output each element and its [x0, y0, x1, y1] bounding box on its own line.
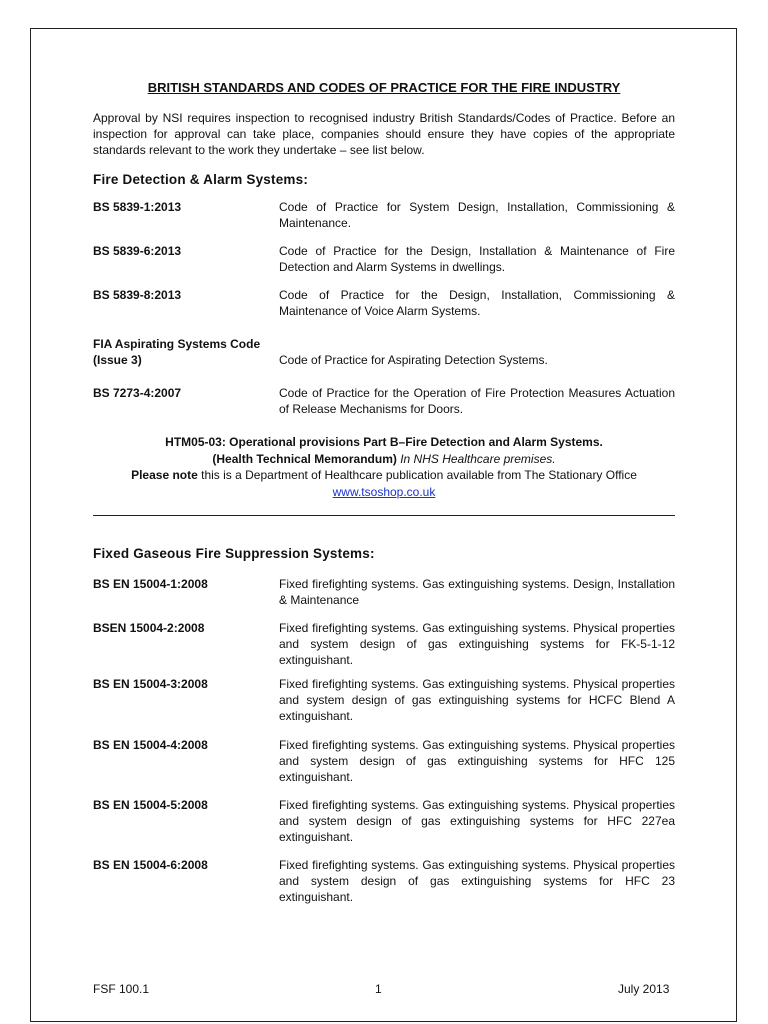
standard-code: BS EN 15004-3:2008 [93, 677, 208, 691]
htm-note [0, 434, 768, 500]
standard-description: Fixed firefighting systems. Gas extinguishing systems. Design, Installation & Maintenance [279, 577, 675, 607]
section-divider [93, 515, 675, 516]
standard-code: BSEN 15004-2:2008 [93, 621, 205, 635]
tsoshop-link[interactable]: www.tsoshop.co.uk [332, 484, 436, 499]
standard-description: Fixed firefighting systems. Gas extinguishing systems. Physical properties and system design of gas extinguishing systems for HFC 125 extinguishant. [279, 738, 675, 784]
footer-page-number: 1 [375, 982, 382, 996]
standard-code: BS 5839-8:2013 [93, 288, 182, 302]
standard-description: Code of Practice for System Design, Installation, Commissioning & Maintenance. [279, 200, 675, 230]
please-note-text: this is a Department of Healthcare publication available from The Stationary Office [197, 468, 637, 482]
htm-note-title: HTM05-03: Operational provisions Part B–Fire Detection and Alarm Systems. [165, 435, 603, 449]
standard-code: BS EN 15004-6:2008 [93, 858, 208, 872]
footer-doc-ref: FSF 100.1 [93, 982, 150, 996]
standard-description: Code of Practice for the Design, Installation, Commissioning & Maintenance of Voice Alarm Systems. [279, 288, 675, 318]
footer-date: July 2013 [618, 982, 670, 996]
standard-description: Fixed firefighting systems. Gas extinguishing systems. Physical properties and system design of gas extinguishing systems for HFC 227ea extinguishant. [279, 798, 675, 844]
section-heading-fire-detection: Fire Detection & Alarm Systems: [93, 172, 309, 187]
standard-description: Code of Practice for Aspirating Detection Systems. [279, 353, 548, 367]
section-heading-gaseous: Fixed Gaseous Fire Suppression Systems: [93, 546, 375, 561]
htm-note-availability [0, 467, 768, 484]
document-title: BRITISH STANDARDS AND CODES OF PRACTICE FOR THE FIRE INDUSTRY [147, 80, 621, 95]
standard-code-line1: FIA Aspirating Systems Code [93, 337, 261, 351]
standard-code: BS 5839-1:2013 [93, 200, 182, 214]
standard-description: Code of Practice for the Operation of Fire Protection Measures Actuation of Release Mechanisms for Doors. [279, 386, 675, 416]
htm-note-premises: In NHS Healthcare premises. [396, 451, 556, 466]
standard-code [93, 336, 260, 368]
standard-description: Fixed firefighting systems. Gas extinguishing systems. Physical properties and system design of gas extinguishing systems for HCFC Blend A extinguishant. [279, 677, 675, 723]
standard-description: Code of Practice for the Design, Installation & Maintenance of Fire Detection and Alarm Systems in dwellings. [279, 244, 675, 274]
standard-code: BS 7273-4:2007 [93, 386, 182, 400]
standard-description: Fixed firefighting systems. Gas extinguishing systems. Physical properties and system design of gas extinguishing systems for FK-5-1-12 extinguishant. [279, 621, 675, 667]
htm-note-subtitle [0, 451, 768, 468]
intro-paragraph: Approval by NSI requires inspection to recognised industry British Standards/Codes of Practice. Before an inspection for approval can take place, companies should ensure they have copies of the appropriate standards relevant to the work they undertake – see list below. [93, 111, 675, 157]
standard-code: BS 5839-6:2013 [93, 244, 182, 258]
standard-code-line2: (Issue 3) [93, 353, 142, 367]
htm-note-memo: (Health Technical Memorandum) [212, 451, 397, 466]
standard-code: BS EN 15004-1:2008 [93, 577, 208, 591]
standard-description: Fixed firefighting systems. Gas extinguishing systems. Physical properties and system design of gas extinguishing systems for HFC 23 extinguishant. [279, 858, 675, 904]
standard-code: BS EN 15004-5:2008 [93, 798, 208, 812]
standard-code: BS EN 15004-4:2008 [93, 738, 208, 752]
please-note-label: Please note [131, 468, 198, 482]
